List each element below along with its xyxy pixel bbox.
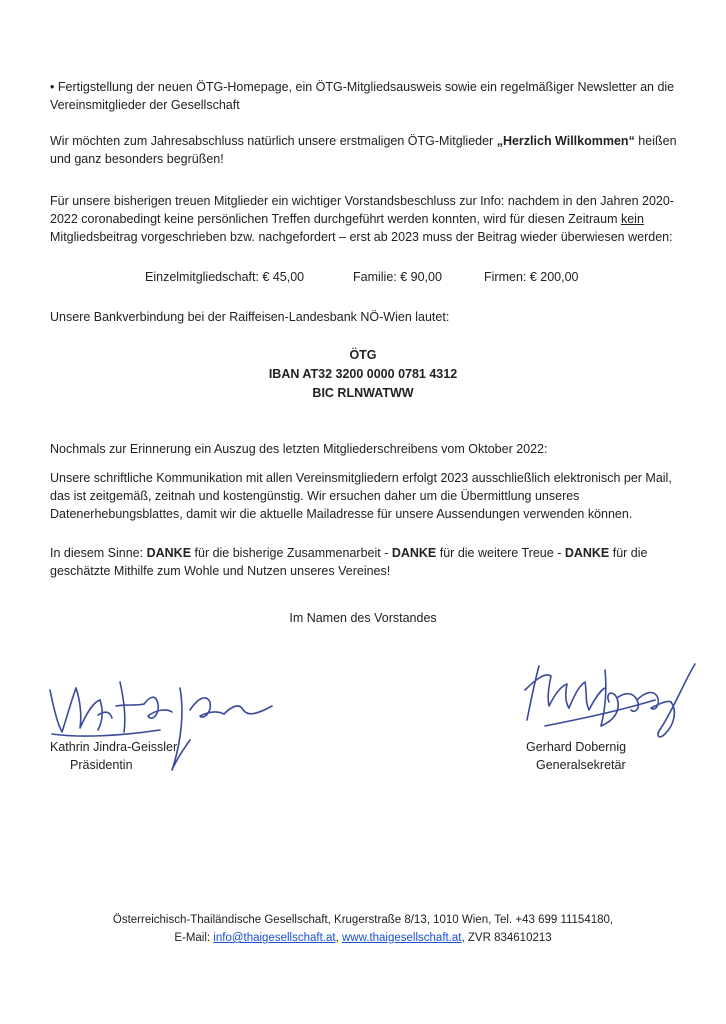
bullet-dot: • [50, 80, 55, 94]
bank-iban: IBAN AT32 3200 0000 0781 4312 [268, 367, 458, 381]
thanks-part-2: für die weitere Treue - [436, 546, 565, 560]
board-decision-paragraph [50, 192, 690, 246]
board-decision-after: Mitgliedsbeitrag vorgeschrieben bzw. nachgefordert – erst ab 2023 muss der Beitrag wieder überwiesen werden: [50, 230, 673, 244]
footer-website-link[interactable]: www.thaigesellschaft.at [341, 932, 462, 944]
welcome-bold: „Herzlich Willkommen“ [496, 134, 635, 148]
thanks-part-1: für die bisherige Zusammenarbeit - [191, 546, 392, 560]
fee-family: Familie: € 90,00 [353, 270, 442, 284]
fee-company: Firmen: € 200,00 [484, 270, 579, 284]
thanks-intro: In diesem Sinne: [50, 546, 147, 560]
signatory-right-name: Gerhard Dobernig [526, 740, 627, 754]
bank-name: ÖTG [349, 348, 377, 362]
bullet-text: Fertigstellung der neuen ÖTG-Homepage, ein ÖTG-Mitgliedsausweis sowie ein regelmäßiger Newsletter an die Vereinsmitglieder der Gesellschaft [50, 80, 675, 112]
bullet-paragraph [50, 78, 690, 114]
welcome-paragraph [50, 132, 690, 168]
bank-bic: BIC RLNWATWW [312, 386, 414, 400]
footer-line-1: Österreichisch-Thailändische Gesellschaft, Krugerstraße 8/13, 1010 Wien, Tel. +43 699 11154180, [112, 914, 614, 926]
thanks-paragraph [50, 544, 690, 580]
signatory-left-role: Präsidentin [70, 758, 133, 772]
danke-3: DANKE [564, 546, 610, 560]
bank-intro: Unsere Bankverbindung bei der Raiffeisen-Landesbank NÖ-Wien lautet: [50, 310, 450, 324]
on-behalf-line: Im Namen des Vorstandes [289, 611, 437, 625]
reminder-paragraph: Nochmals zur Erinnerung ein Auszug des letzten Mitgliederschreibens vom Oktober 2022: [50, 442, 548, 456]
communication-paragraph: Unsere schriftliche Kommunikation mit allen Vereinsmitgliedern erfolgt 2023 ausschließlich elektronisch per Mail, das ist zeitgemäß, zeitnah und kostengünstig. Wir ersuchen daher um die Übermittlung unseres Datenerhebungsblattes, damit wir die aktuelle Mailadresse für unsere Aussendungen verwenden können. [50, 471, 672, 521]
signature-right-image [505, 650, 705, 750]
footer-email-label: E-Mail: [174, 932, 214, 944]
fee-single: Einzelmitgliedschaft: € 45,00 [145, 270, 305, 284]
danke-1: DANKE [146, 546, 192, 560]
footer-email-link[interactable]: info@thaigesellschaft.at [213, 932, 336, 944]
footer-zvr: , ZVR 834610213 [461, 932, 552, 944]
footer-separator: , [335, 932, 342, 944]
danke-2: DANKE [391, 546, 437, 560]
footer-line-2 [0, 930, 726, 947]
welcome-text-before: Wir möchten zum Jahresabschluss natürlich unsere erstmaligen ÖTG-Mitglieder [50, 134, 497, 148]
welcome-text-after: heißen und ganz besonders begrüßen! [50, 134, 677, 166]
board-decision-before: Für unsere bisherigen treuen Mitglieder ein wichtiger Vorstandsbeschluss zur Info: nachdem in den Jahren 2020-2022 coronabedingt keine persönlichen Treffen durchgeführt werden konnten, wird für diesen Zeitraum [50, 194, 674, 226]
board-decision-underlined: kein [620, 212, 644, 226]
signatory-right-role: Generalsekretär [536, 758, 626, 772]
thanks-part-3: für die geschätzte Mithilfe zum Wohle und Nutzen unseres Vereines! [50, 546, 648, 578]
signatory-left-name: Kathrin Jindra-Geissler [50, 740, 178, 754]
